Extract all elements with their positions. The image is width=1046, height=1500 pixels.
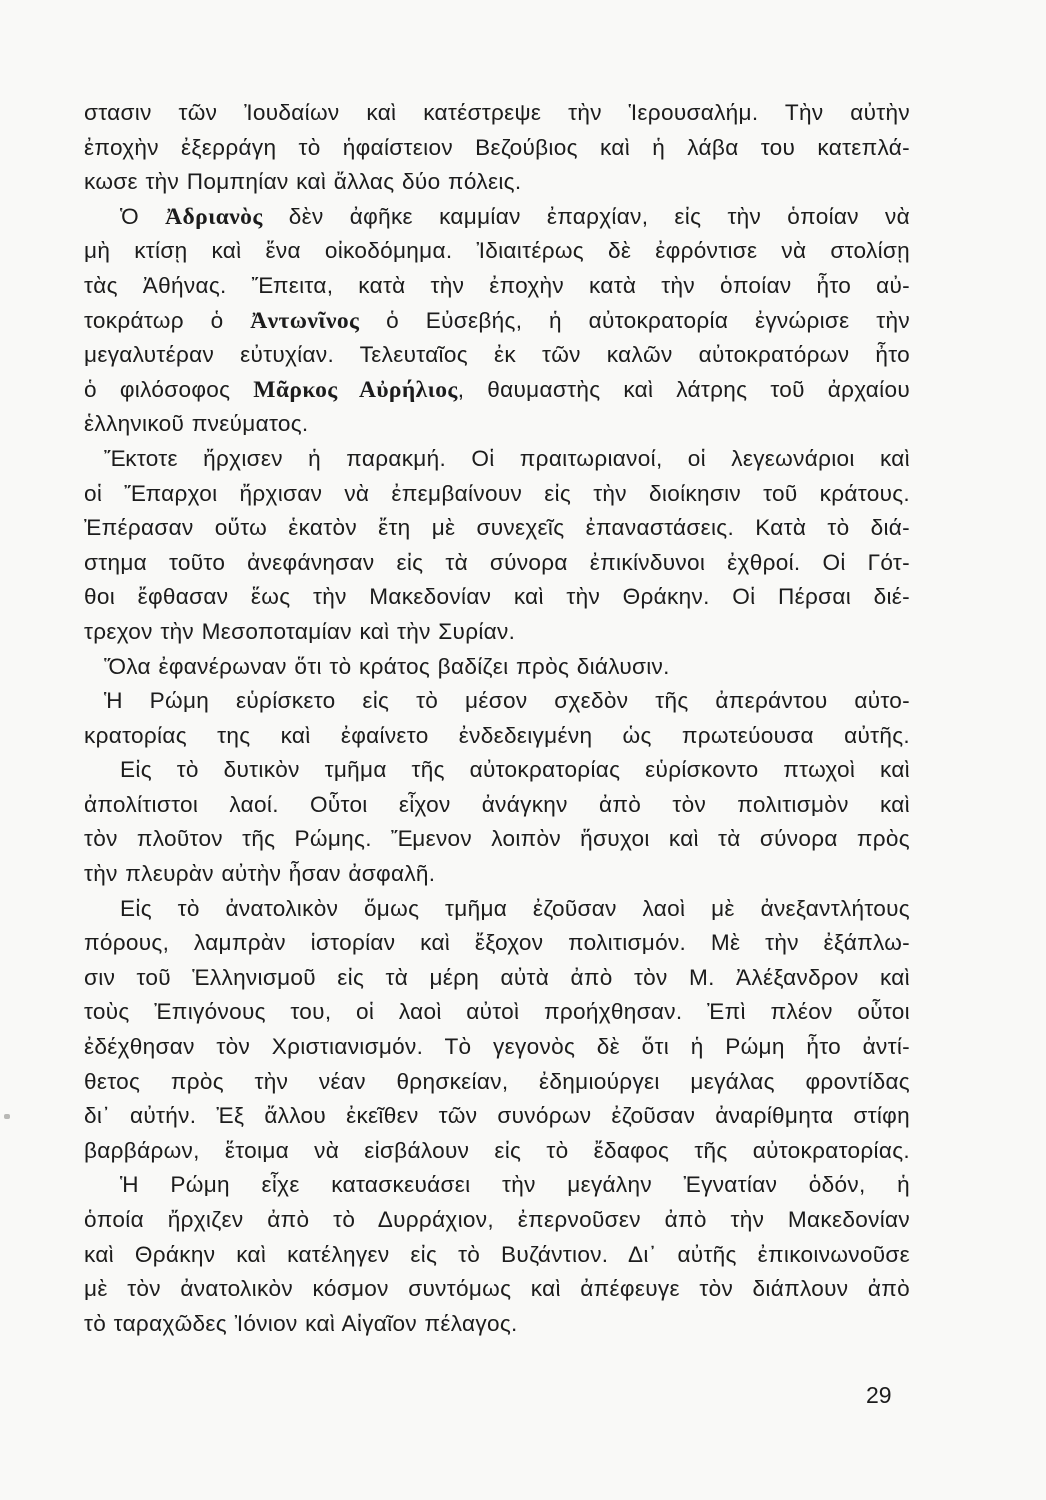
text-segment: δὲν ἀφῆκε καμμίαν ἐπαρχίαν, εἰς τὴν ὁποίαν νὰ: [262, 203, 910, 229]
scan-speck: [4, 1114, 10, 1119]
text-line: ἐποχὴν ἐξερράγη τὸ ἡφαίστειον Βεζούβιος καὶ ἡ λάβα του κατεπλά-: [84, 134, 910, 160]
text-line: μὲ τὸν ἀνατολικὸν κόσμον συντόμως καὶ ἀπέφευγε τὸν διάπλουν ἀπὸ: [84, 1276, 910, 1302]
text-line: οἱ Ἔπαρχοι ἤρχισαν νὰ ἐπεμβαίνουν εἰς τὴν διοίκησιν τοῦ κράτους.: [84, 480, 910, 506]
text-segment: ὁ Εὐσεβής, ἡ αὐτοκρατορία ἐγνώρισε τὴν: [359, 307, 910, 333]
text-line: τὰς Ἀθήνας. Ἔπειτα, κατὰ τὴν ἐποχὴν κατὰ τὴν ὁποίαν ἦτο αὐ-: [84, 272, 910, 298]
text-line: κωσε τὴν Πομπηίαν καὶ ἄλλας δύο πόλεις.: [84, 169, 522, 195]
text-line: τὴν πλευρὰν αὐτὴν ἦσαν ἀσφαλῆ.: [84, 861, 436, 887]
text-line: Ἡ Ρώμη εἶχε κατασκευάσει τὴν μεγάλην Ἐγνατίαν ὁδόν, ἡ: [120, 1172, 910, 1198]
text-line: βαρβάρων, ἕτοιμα νὰ εἰσβάλουν εἰς τὸ ἔδαφος τῆς αὐτοκρατορίας.: [84, 1137, 910, 1163]
text-line: τοὺς Ἐπιγόνους του, οἱ λαοὶ αὐτοὶ προήχθησαν. Ἐπὶ πλέον οὗτοι: [84, 999, 910, 1025]
text-line: μὴ κτίσῃ καὶ ἕνα οἰκοδόμημα. Ἰδιαιτέρως δὲ ἐφρόντισε νὰ στολίσῃ: [84, 238, 910, 264]
paragraph: [84, 650, 910, 685]
text-line: πόρους, λαμπρὰν ἱστορίαν καὶ ἔξοχον πολιτισμόν. Μὲ τὴν ἐξάπλω-: [84, 930, 910, 956]
text-line: μεγαλυτέραν εὐτυχίαν. Τελευταῖος ἐκ τῶν καλῶν αὐτοκρατόρων ἦτο: [84, 342, 910, 368]
text-line: Ὅλα ἐφανέρωναν ὅτι τὸ κράτος βαδίζει πρὸς διάλυσιν.: [104, 653, 670, 679]
text-line: στημα τοῦτο ἀνεφάνησαν εἰς τὰ σύνορα ἐπικίνδυνοι ἐχθροί. Οἱ Γότ-: [84, 549, 910, 575]
paragraph: [84, 1168, 910, 1341]
text-line: στασιν τῶν Ἰουδαίων καὶ κατέστρεψε τὴν Ἱερουσαλήμ. Τὴν αὐτὴν: [84, 100, 910, 125]
text-line: τρεχον τὴν Μεσοποταμίαν καὶ τὴν Συρίαν.: [84, 618, 516, 644]
bold-name: Ἀδριανὸς: [165, 203, 263, 230]
text-line: [84, 373, 910, 408]
text-line: ἀπολίτιστοι λαοί. Οὗτοι εἶχον ἀνάγκην ἀπὸ τὸν πολιτισμὸν καὶ: [84, 791, 910, 817]
text-line: δι᾽ αὐτήν. Ἐξ ἄλλου ἐκεῖθεν τῶν συνόρων ἐζοῦσαν ἀναρίθμητα στίφη: [84, 1103, 910, 1129]
paragraph: [84, 442, 910, 650]
body-text: [84, 96, 910, 1341]
paragraph: [84, 684, 910, 753]
bold-name: Ἀντωνῖνος: [250, 307, 360, 334]
paragraph: [84, 200, 910, 442]
text-line: σιν τοῦ Ἑλληνισμοῦ εἰς τὰ μέρη αὐτὰ ἀπὸ τὸν Μ. Ἀλέξανδρον καὶ: [84, 964, 910, 990]
text-line: Ἐπέρασαν οὕτω ἑκατὸν ἔτη μὲ συνεχεῖς ἐπαναστάσεις. Κατὰ τὸ διά-: [84, 515, 910, 541]
text-line: Εἰς τὸ δυτικὸν τμῆμα τῆς αὐτοκρατορίας εὑρίσκοντο πτωχοὶ καὶ: [120, 757, 910, 783]
text-line: [84, 304, 910, 339]
text-segment: τοκράτωρ ὁ: [84, 307, 251, 333]
text-segment: , θαυμαστὴς καὶ λάτρης τοῦ ἀρχαίου: [457, 376, 910, 402]
text-line: ἐδέχθησαν τὸν Χριστιανισμόν. Τὸ γεγονὸς δὲ ὅτι ἡ Ρώμη ἦτο ἀντί-: [84, 1034, 910, 1060]
text-line: [84, 200, 910, 235]
text-segment: ὁ φιλόσοφος: [84, 376, 254, 402]
paragraph: [84, 96, 910, 200]
text-line: καὶ Θράκην καὶ κατέληγεν εἰς τὸ Βυζάντιον. Δι᾽ αὐτῆς ἐπικοινωνοῦσε: [84, 1241, 910, 1267]
text-line: τὸν πλοῦτον τῆς Ρώμης. Ἔμενον λοιπὸν ἥσυχοι καὶ τὰ σύνορα πρὸς: [84, 826, 910, 852]
bold-name: Μᾶρκος Αὐρήλιος: [253, 376, 458, 403]
text-line: ὁποία ἤρχιζεν ἀπὸ τὸ Δυρράχιον, ἐπερνοῦσεν ἀπὸ τὴν Μακεδονίαν: [84, 1207, 910, 1232]
paragraph: [84, 892, 910, 1169]
text-line: Εἰς τὸ ἀνατολικὸν ὅμως τμῆμα ἐζοῦσαν λαοὶ μὲ ἀνεξαντλήτους: [120, 895, 910, 921]
text-line: θετος πρὸς τὴν νέαν θρησκείαν, ἐδημιούργει μεγάλας φροντίδας: [84, 1068, 910, 1094]
text-segment: Ὁ: [120, 203, 166, 229]
paragraph: [84, 753, 910, 891]
text-line: θοι ἔφθασαν ἕως τὴν Μακεδονίαν καὶ τὴν Θράκην. Οἱ Πέρσαι διέ-: [84, 584, 910, 610]
text-line: ἑλληνικοῦ πνεύματος.: [84, 411, 309, 437]
text-line: τὸ ταραχῶδες Ἰόνιον καὶ Αἰγαῖον πέλαγος.: [84, 1310, 518, 1336]
page-number: 29: [866, 1382, 892, 1408]
text-line: Ἔκτοτε ἤρχισεν ἡ παρακμή. Οἱ πραιτωριανοί, οἱ λεγεωνάριοι καὶ: [104, 445, 910, 471]
text-line: Ἡ Ρώμη εὑρίσκετο εἰς τὸ μέσον σχεδὸν τῆς ἀπεράντου αὐτο-: [104, 688, 910, 714]
text-line: κρατορίας της καὶ ἐφαίνετο ἐνδεδειγμένη ὡς πρωτεύουσα αὐτῆς.: [84, 722, 910, 748]
